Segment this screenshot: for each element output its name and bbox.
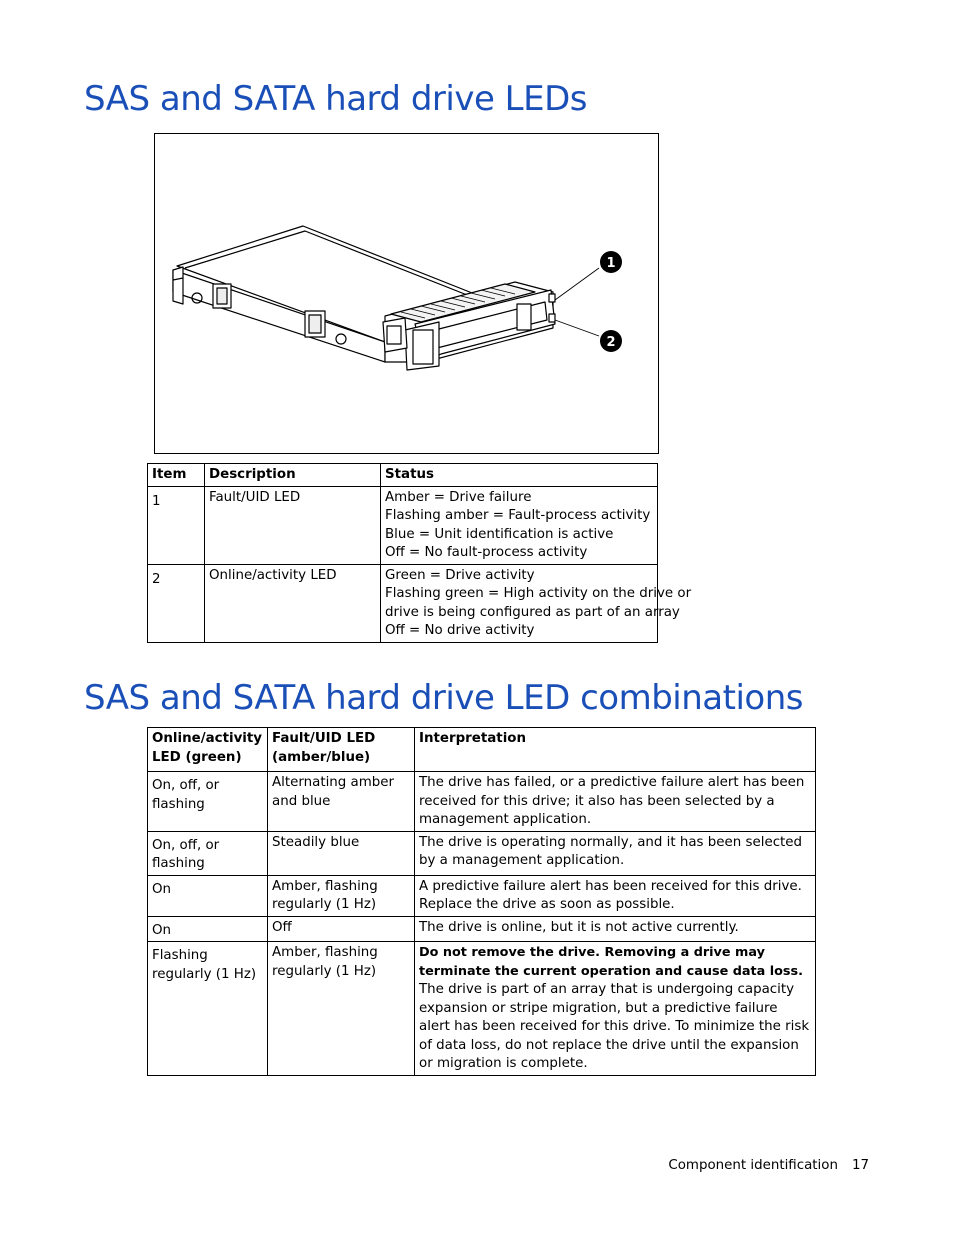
column-header-fault-uid: Fault/UID LED (amber/blue): [268, 728, 415, 772]
status-line: Off = No fault-process activity: [385, 545, 588, 560]
interpretation-cell: The drive has failed, or a predictive failure alert has been received for this drive; it also has been selected by a management application.: [415, 772, 816, 832]
table-header-row: [148, 464, 658, 487]
section-title-leds: SAS and SATA hard drive LEDs: [84, 79, 587, 119]
data-loss-warning: Do not remove the drive. Removing a drive may terminate the current operation and cause data loss.: [419, 945, 804, 979]
callout-2-label: 2: [606, 335, 616, 350]
online-cell: [148, 916, 268, 942]
column-header-status: Status: [381, 464, 658, 487]
online-cell: [148, 942, 268, 1076]
online-cell: [148, 831, 268, 875]
column-header-interpretation: Interpretation: [415, 728, 816, 772]
online-value: On: [152, 922, 172, 938]
interpretation-cell: The drive is online, but it is not active currently.: [415, 916, 816, 942]
table-row: [148, 772, 816, 832]
interpretation-cell: [415, 942, 816, 1076]
column-header-description: Description: [205, 464, 381, 487]
column-header-online-activity: Online/activity LED (green): [148, 728, 268, 772]
status-line: Amber = Drive failure: [385, 489, 532, 505]
led-combination-table: [147, 727, 816, 1076]
fault-cell: Amber, flashing regularly (1 Hz): [268, 875, 415, 916]
table-header-row: [148, 728, 816, 772]
online-cell: [148, 875, 268, 916]
online-value: On: [152, 881, 172, 897]
footer-section-name: Component identification: [668, 1158, 838, 1173]
interpretation-cell: A predictive failure alert has been received for this drive. Replace the drive as soon as possible.: [415, 875, 816, 916]
status-cell: [381, 486, 658, 564]
page-footer: [668, 1158, 869, 1173]
description-cell: Fault/UID LED: [205, 486, 381, 564]
hard-drive-drawing: [155, 134, 660, 455]
callout-1-label: 1: [606, 256, 616, 271]
item-cell: [148, 564, 205, 642]
fault-cell: Steadily blue: [268, 831, 415, 875]
item-number: 1: [152, 493, 161, 509]
description-cell: Online/activity LED: [205, 564, 381, 642]
column-header-item: Item: [148, 464, 205, 487]
section-title-led-combinations: SAS and SATA hard drive LED combinations: [84, 678, 803, 718]
online-value: On, off, or flashing: [152, 778, 220, 812]
status-cell: [381, 564, 692, 642]
fault-cell: Alternating amber and blue: [268, 772, 415, 832]
online-cell: [148, 772, 268, 832]
status-line: Flashing amber = Fault-process activity: [385, 508, 651, 523]
fault-cell: Off: [268, 916, 415, 942]
table-row: [148, 875, 816, 916]
table-row: [148, 942, 816, 1076]
led-table: [147, 463, 692, 643]
item-cell: [148, 486, 205, 564]
table-row: [148, 564, 658, 642]
status-line: drive is being configured as part of an array: [385, 604, 680, 620]
table-row: [148, 916, 816, 942]
table-row: [148, 486, 658, 564]
interpretation-cell: The drive is operating normally, and it has been selected by a management application.: [415, 831, 816, 875]
fault-cell: Amber, flashing regularly (1 Hz): [268, 942, 415, 1076]
online-value: Flashing regularly (1 Hz): [152, 948, 257, 982]
page-number: 17: [851, 1158, 869, 1173]
status-line: Off = No drive activity: [385, 623, 535, 638]
status-line: Blue = Unit identification is active: [385, 526, 614, 542]
table-row: [148, 831, 816, 875]
online-value: On, off, or flashing: [152, 837, 220, 871]
hard-drive-illustration: [154, 133, 659, 454]
status-line: Flashing green = High activity on the drive or: [385, 586, 692, 601]
status-line: Green = Drive activity: [385, 567, 535, 583]
item-number: 2: [152, 571, 161, 587]
interpretation-text: The drive is part of an array that is undergoing capacity expansion or stripe migration, but a predictive failure alert has been received for this drive. To minimize the risk of data loss, do not replace the drive until the expansion or migration is complete.: [419, 982, 810, 1071]
